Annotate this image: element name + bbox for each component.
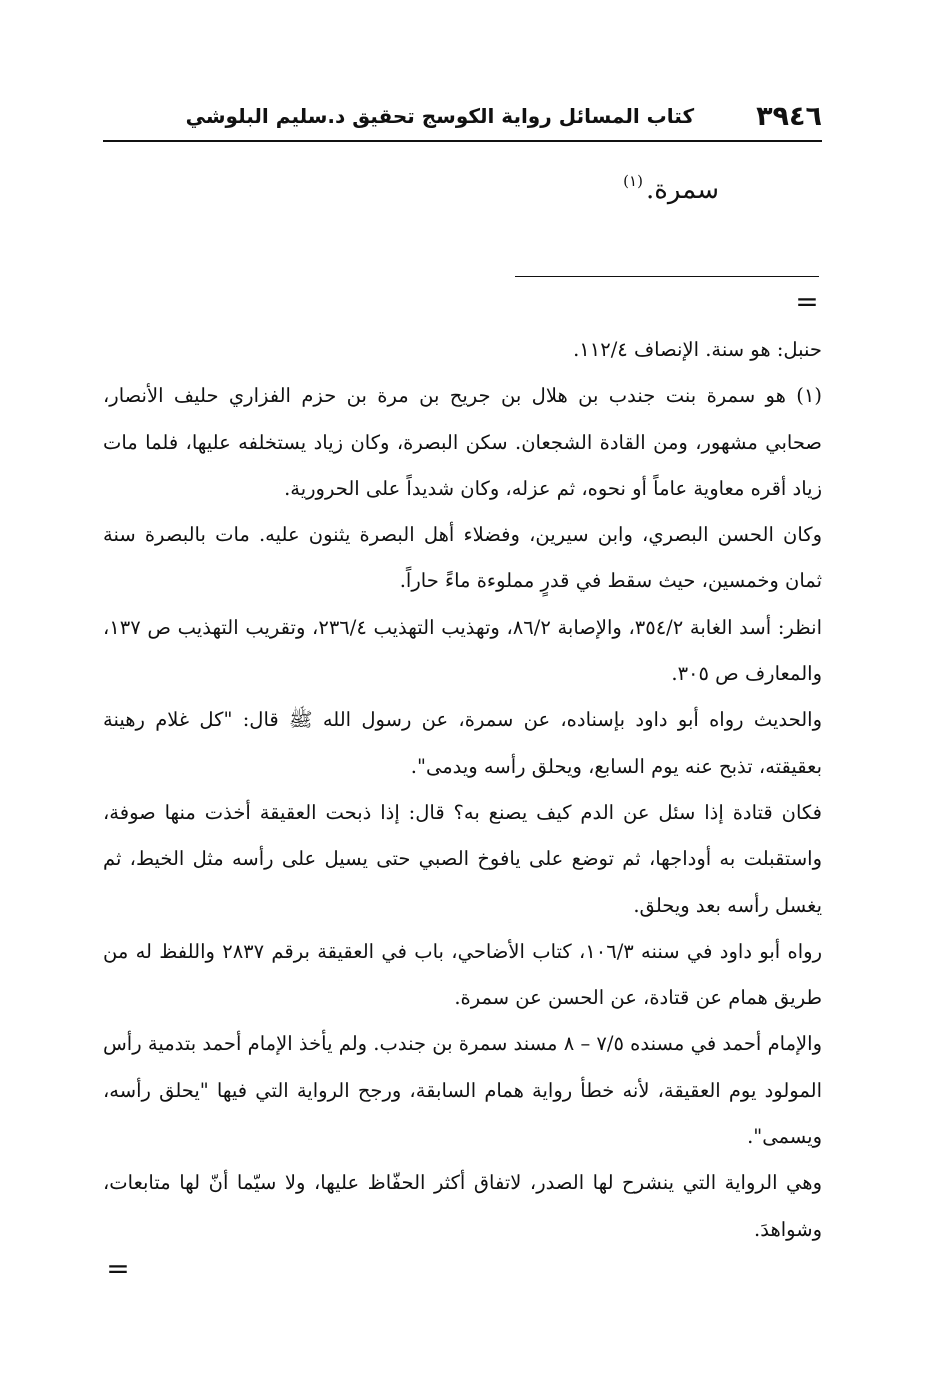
footnote-paragraph: فكان قتادة إذا سئل عن الدم كيف يصنع به؟ قال: إذا ذبحت العقيقة أخذت منها صوفة، واستقبلت به أوداجها، ثم توضع على يافوخ الصبي حتى يسيل على رأسه مثل الخيط، ثم يغسل رأسه بعد ويحلق.	[103, 800, 822, 917]
footnote-paragraph: والحديث رواه أبو داود بإسناده، عن سمرة، عن رسول الله ﷺ قال: "كل غلام رهينة بعقيقته، تذبح عنه يوم السابع، ويحلق رأسه ويدمى".	[103, 708, 822, 778]
page-number: ٣٩٤٦	[756, 100, 822, 132]
footnote-paragraph: وكان الحسن البصري، وابن سيرين، وفضلاء أهل البصرة يثنون عليه. مات بالبصرة سنة ثمان وخمسين، حيث سقط في قدرٍ مملوءة ماءً حاراً.	[103, 523, 822, 593]
footnote-paragraph: والإمام أحمد في مسنده ٧/٥ – ٨ مسند سمرة بن جندب. ولم يأخذ الإمام أحمد بتدمية رأس المولود يوم العقيقة، لأنه خطأ رواية همام السابقة، ورجح الرواية التي فيها "يحلق رأسه، ويسمى".	[103, 1032, 822, 1149]
footnote-paragraph: (١) هو سمرة بنت جندب بن هلال بن جريح بن مرة بن حزم الفزاري حليف الأنصار، صحابي مشهور، ومن القادة الشجعان. سكن البصرة، وكان زياد يستخلفه عليها، فلما مات زياد أقره معاوية عاماً أو نحوه، ثم عزله، وكان شديداً على الحرورية.	[103, 384, 822, 500]
footnote-separator	[515, 276, 819, 277]
footnote-paragraph: رواه أبو داود في سننه ١٠٦/٣، كتاب الأضاحي، باب في العقيقة برقم ٢٨٣٧ واللفظ له من طريق همام عن قتادة، عن الحسن عن سمرة.	[103, 939, 822, 1010]
main-text	[623, 172, 719, 205]
continuation-mark-top: =	[795, 285, 819, 318]
footnotes	[103, 327, 822, 1253]
main-text-body: سمرة.	[645, 175, 719, 205]
footnote-paragraph: حنبل: هو سنة. الإنصاف ١١٢/٤.	[573, 338, 822, 361]
header-rule	[103, 140, 822, 142]
running-header	[103, 96, 822, 136]
footnote-ref: (١)	[623, 172, 643, 190]
running-title: كتاب المسائل رواية الكوسج تحقيق د.سليم البلوشي	[185, 104, 695, 128]
continuation-mark-bottom: =	[106, 1252, 130, 1285]
footnote-paragraph: انظر: أسد الغابة ٣٥٤/٢، والإصابة ٨٦/٢، وتهذيب التهذيب ٢٣٦/٤، وتقريب التهذيب ص ١٣٧، والمعارف ص ٣٠٥.	[103, 615, 822, 686]
footnote-paragraph: وهي الرواية التي ينشرح لها الصدر، لاتفاق أكثر الحفّاظ عليها، ولا سيّما أنّ لها متابعات، وشواهدَ.	[103, 1171, 822, 1241]
